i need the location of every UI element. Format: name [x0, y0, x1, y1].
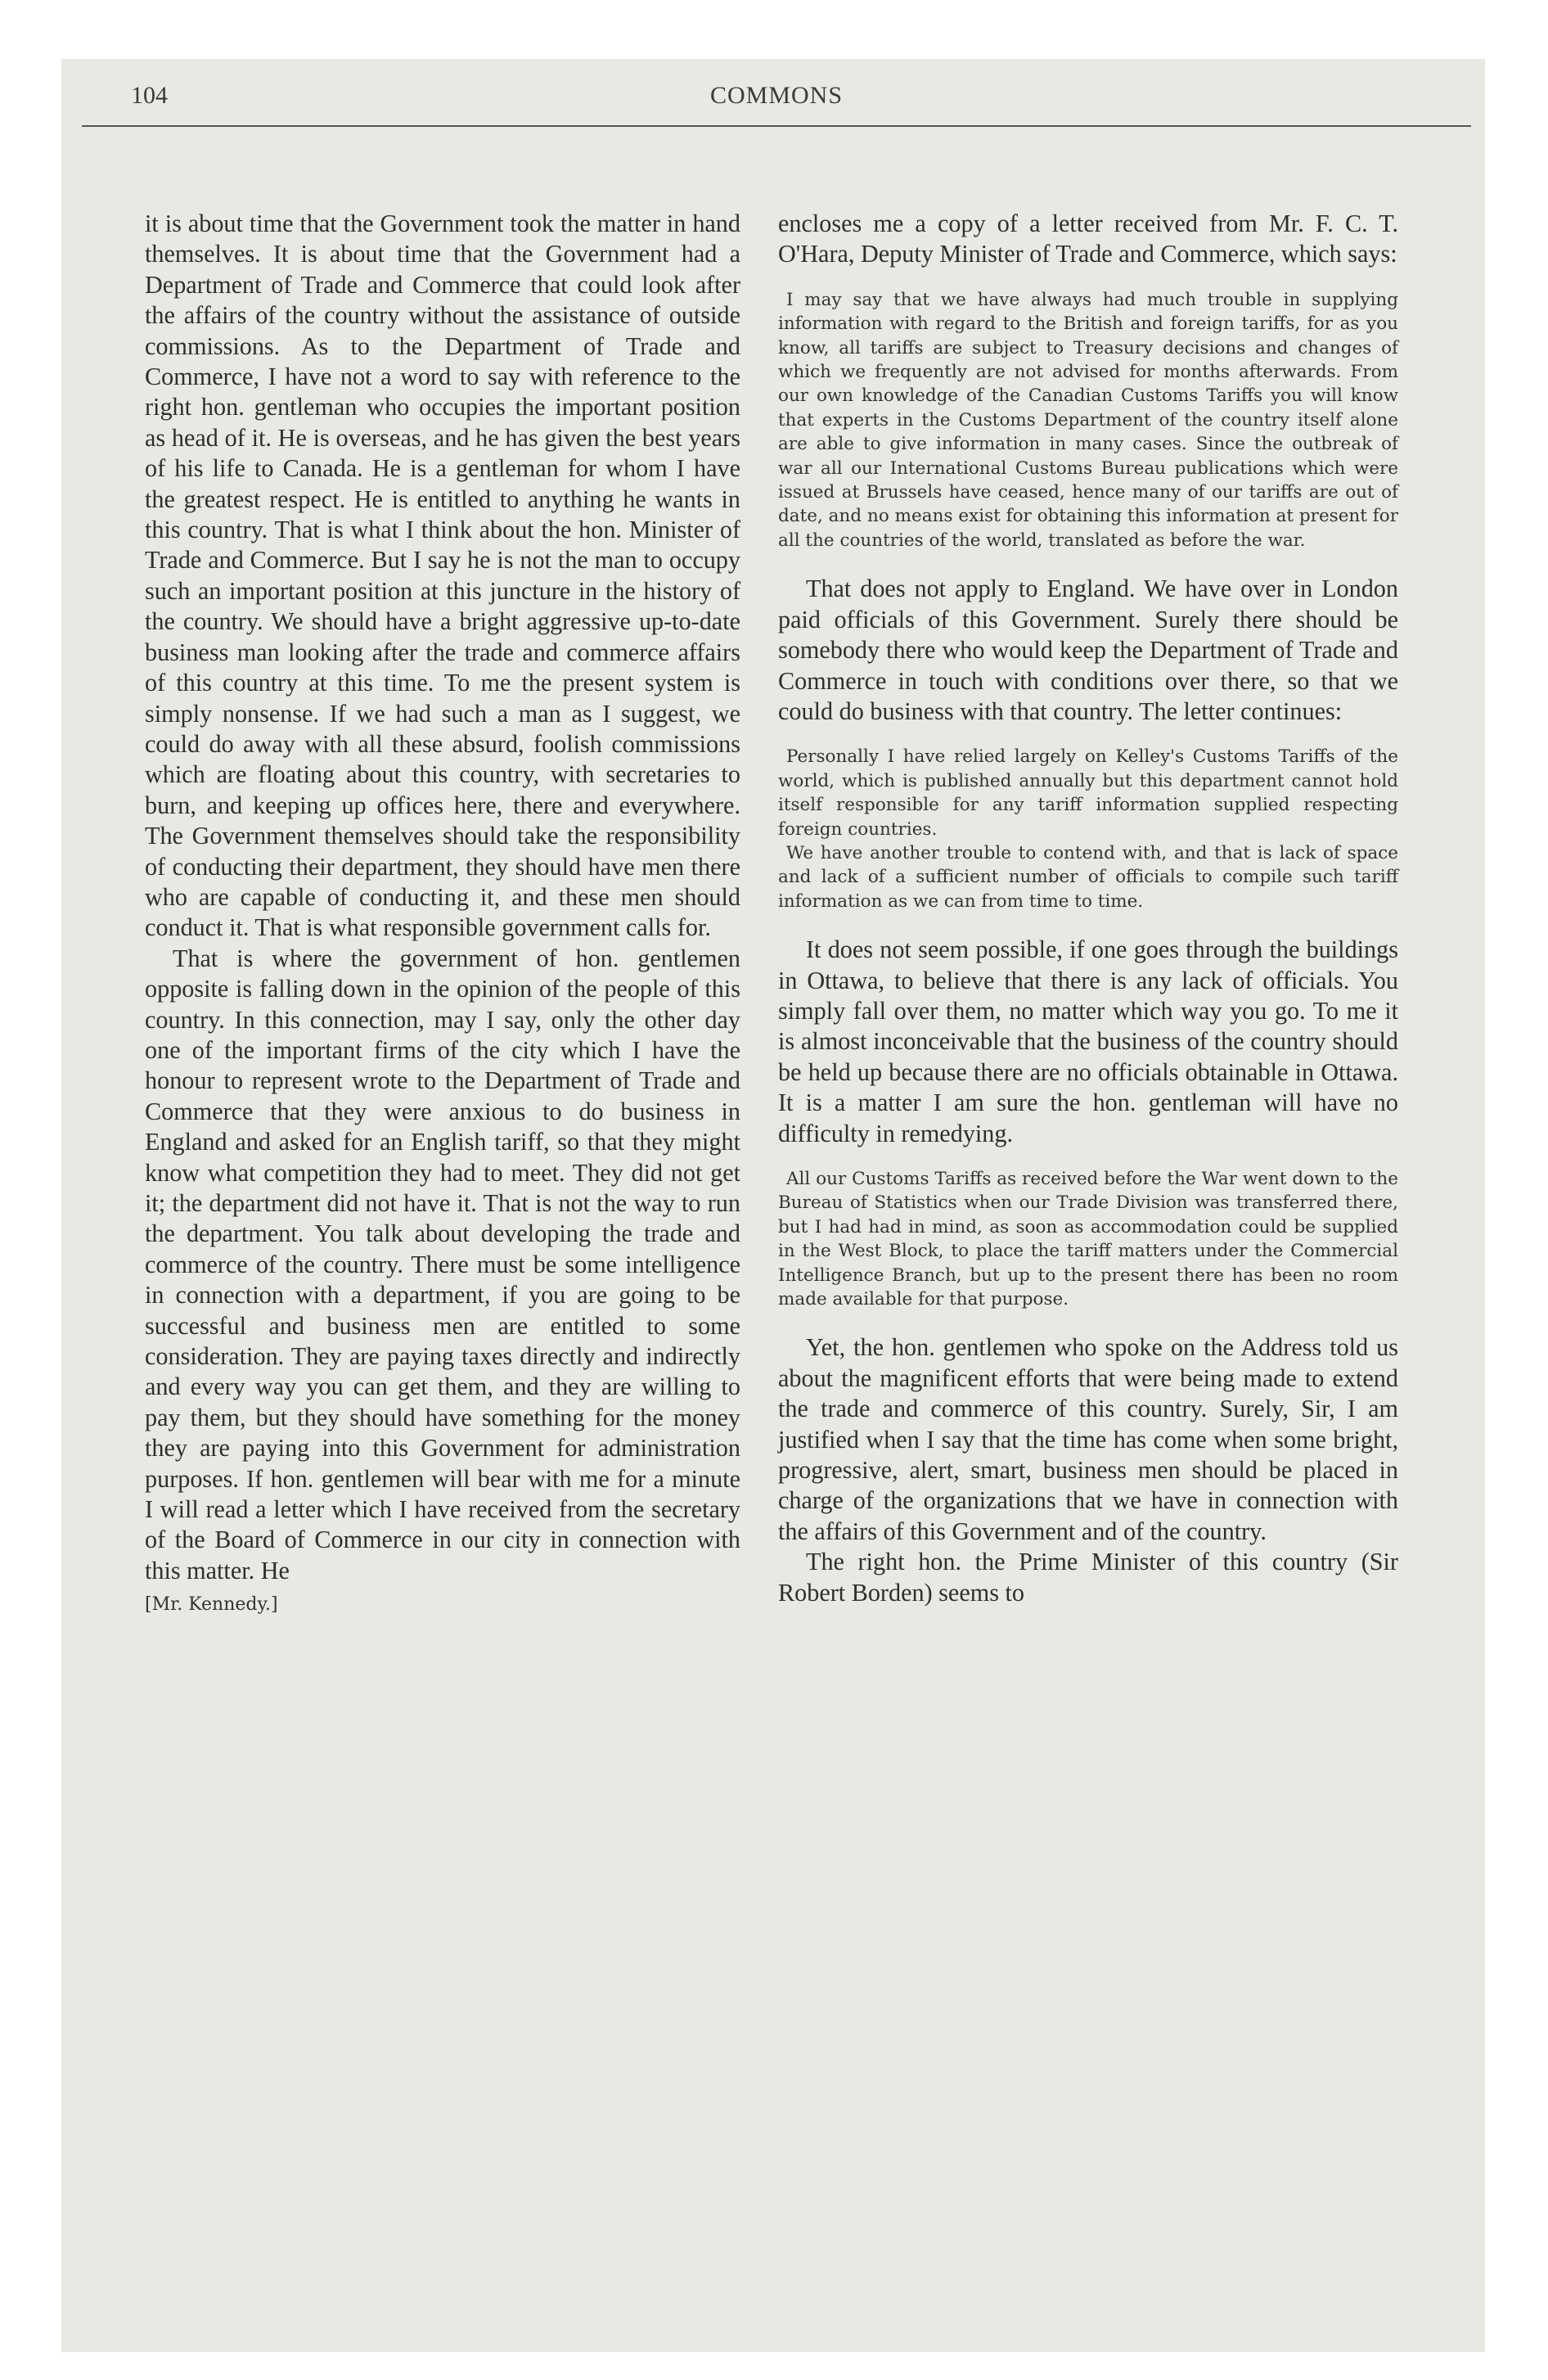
letter-quote: I may say that we have always had much trouble in supplying information with regard to the British and foreign tariffs, for as you know, all tariffs are subject to Treasury decisions and changes of which we frequently are not advised for months afterwards. From our own knowledge of the Canadian Customs Tariffs you will know that experts in the Customs Department of the country itself alone are able to give information in many cases. Since the outbreak of war all our International Customs Bureau publications which were issued at Brussels have ceased, hence many of our tariffs are out of date, and no means exist for obtaining this information at present for all the countries of the world, translated as before the war.: [778, 289, 1398, 551]
paragraph: That does not apply to England. We have over in London paid officials of this Government. Surely there should be somebody there who would keep the Department of Trade and Commerce in touch with conditions over there, so that we could do business with that country. The letter continues:: [778, 575, 1398, 725]
letter-quote: Personally I have relied largely on Kelley's Customs Tariffs of the world, which is published annually but this department cannot hold itself responsible for any tariff information supplied respecting foreign countries.: [778, 746, 1398, 840]
page-header: [82, 82, 1471, 115]
paragraph: It does not seem possible, if one goes through the buildings in Ottawa, to believe that there is any lack of officials. You simply fall over them, no matter which way you go. To me it is almost inconceivable that the business of the country should be held up because there are no officials obtainable in Ottawa. It is a matter I am sure the hon. gentleman will have no difficulty in remedying.: [778, 935, 1398, 1147]
right-column: [778, 209, 1398, 1608]
running-title: COMMONS: [709, 82, 844, 109]
paragraph: That is where the government of hon. gentlemen opposite is falling down in the opinion of the people of this country. In this connection, may I say, only the other day one of the important firms of the city which I have the honour to represent wrote to the Department of Trade and Commerce that they were anxious to do business in England and asked for an English tariff, so that they might know what competition they had to meet. They did not get it; the department did not have it. That is not the way to run the department. You talk about developing the trade and commerce of the country. There must be some intelligence in connection with a department, if you are going to be successful and business men are entitled to some consideration. They are paying taxes directly and indirectly and every way you can get them, and they are willing to pay them, but they should have something for the money they are paying into this Government for administration purposes. If hon. gentlemen will bear with me for a minute I will read a letter which I have received from the secretary of the Board of Commerce in our city in connection with this matter. He: [145, 944, 740, 1584]
paragraph: Yet, the hon. gentlemen who spoke on the Address told us about the magnificent efforts that were being made to extend the trade and commerce of this country. Surely, Sir, I am justified when I say that the time has come when some bright, progressive, alert, smart, business men should be placed in charge of the organizations that we have in connection with the affairs of this Government and of the country.: [778, 1333, 1398, 1545]
speaker-note: [Mr. Kennedy.]: [145, 1594, 278, 1616]
page-number: 104: [131, 82, 168, 109]
left-column: [145, 209, 740, 1615]
letter-quote: We have another trouble to contend with, and that is lack of space and lack of a sufficient number of officials to compile such tariff information as we can from time to time.: [778, 842, 1398, 912]
paragraph: The right hon. the Prime Minister of this country (Sir Robert Borden) seems to: [778, 1548, 1398, 1607]
paragraph: encloses me a copy of a letter received from Mr. F. C. T. O'Hara, Deputy Minister of Trade and Commerce, which says:: [778, 210, 1398, 268]
paragraph: it is about time that the Government took the matter in hand themselves. It is about time that the Government had a Department of Trade and Commerce that could look after the affairs of the country without the assistance of outside commissions. As to the Department of Trade and Commerce, I have not a word to say with reference to the right hon. gentleman who occupies the important position as head of it. He is overseas, and he has given the best years of his life to Canada. He is a gentleman for whom I have the greatest respect. He is entitled to anything he wants in this country. That is what I think about the hon. Minister of Trade and Commerce. But I say he is not the man to occupy such an important position at this juncture in the history of the country. We should have a bright aggressive up-to-date business man looking after the trade and commerce affairs of this country at this time. To me the present system is simply nonsense. If we had such a man as I suggest, we could do away with all these absurd, foolish commissions which are floating about this country, with secretaries to burn, and keeping up offices here, there and everywhere. The Government themselves should take the responsibility of conducting their department, they should have men there who are capable of conducting it, and these men should conduct it. That is what responsible government calls for.: [145, 210, 740, 942]
letter-quote: All our Customs Tariffs as received before the War went down to the Bureau of Statistics when our Trade Division was transferred there, but I had had in mind, as soon as accommodation could be supplied in the West Block, to place the tariff matters under the Commercial Intelligence Branch, but up to the present there has been no room made available for that purpose.: [778, 1169, 1398, 1310]
header-rule: [82, 125, 1471, 127]
